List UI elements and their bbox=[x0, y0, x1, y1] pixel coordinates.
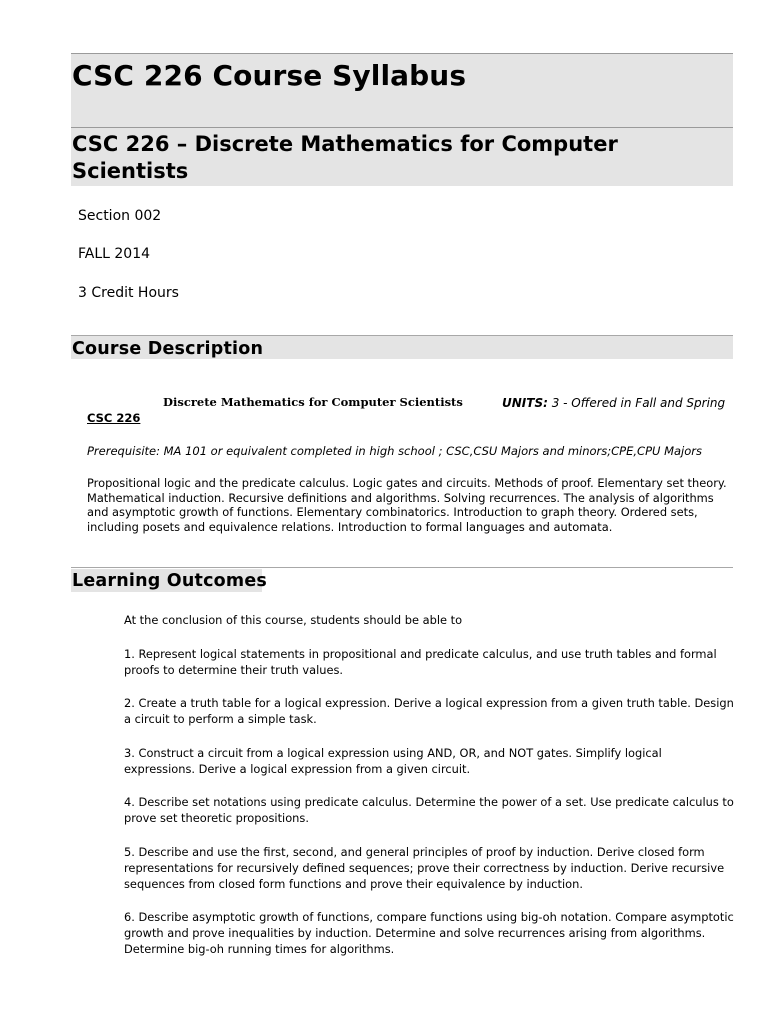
outcomes-intro: At the conclusion of this course, students should be able to bbox=[124, 613, 463, 627]
outcome-item: 1. Represent logical statements in propositional and predicate calculus, and use truth tables and formal proofs to determine their truth values. bbox=[124, 646, 717, 677]
learning-outcomes-heading: Learning Outcomes bbox=[72, 571, 268, 591]
units-label: UNITS: bbox=[502, 396, 548, 410]
subtitle-banner bbox=[71, 127, 733, 186]
outcome-item: 2. Create a truth table for a logical expression. Derive a logical expression from a given truth table. Design a circuit to perform a simple task. bbox=[124, 696, 734, 726]
outcome-item: 6. Describe asymptotic growth of functions, compare functions using big-oh notation. Compare asymptotic growth and prove inequalities by induction. Determine and solve recurrences arising from algorithms. Determine big-oh running times for algorithms. bbox=[124, 910, 734, 956]
catalog-title: Discrete Mathematics for Computer Scientists bbox=[163, 395, 463, 409]
course-subtitle: CSC 226 – Discrete Mathematics for Computer Scientists bbox=[72, 132, 618, 183]
page-title: CSC 226 Course Syllabus bbox=[72, 59, 467, 92]
units-value: 3 - Offered in Fall and Spring bbox=[547, 396, 726, 410]
learning-outcomes-list bbox=[124, 612, 734, 975]
units-info bbox=[502, 396, 725, 410]
course-code: CSC 226 bbox=[87, 411, 141, 425]
learning-outcomes-header bbox=[71, 567, 733, 592]
title-banner bbox=[71, 53, 733, 127]
outcome-item: 4. Describe set notations using predicate calculus. Determine the power of a set. Use predicate calculus to prove set theoretic propositions. bbox=[124, 795, 734, 825]
credit-hours: 3 Credit Hours bbox=[78, 285, 179, 301]
course-description-header bbox=[71, 335, 733, 360]
term: FALL 2014 bbox=[78, 246, 151, 262]
section-number: Section 002 bbox=[78, 208, 162, 224]
course-description-text: Propositional logic and the predicate calculus. Logic gates and circuits. Methods of proof. Elementary set theory. Mathematical induction. Recursive definitions and algorithms. Solving recurrences. The analysis of algorithms and asymptotic growth of functions. Elementary combinatorics. Introduction to graph theory. Ordered sets, including posets and equivalence relations. Introduction to formal languages and automata. bbox=[87, 476, 727, 534]
outcome-item: 5. Describe and use the first, second, and general principles of proof by induction. Derive closed form representations for recursively defined sequences; prove their correctness by induction. Derive recursive sequences from closed form functions and prove their equivalence by induction. bbox=[124, 844, 725, 891]
course-description-heading: Course Description bbox=[72, 339, 264, 359]
outcome-item: 3. Construct a circuit from a logical expression using AND, OR, and NOT gates. Simplify logical expressions. Derive a logical expression from a given circuit. bbox=[124, 745, 662, 776]
prerequisite: Prerequisite: MA 101 or equivalent completed in high school ; CSC,CSU Majors and minors;CPE,CPU Majors bbox=[87, 444, 702, 458]
